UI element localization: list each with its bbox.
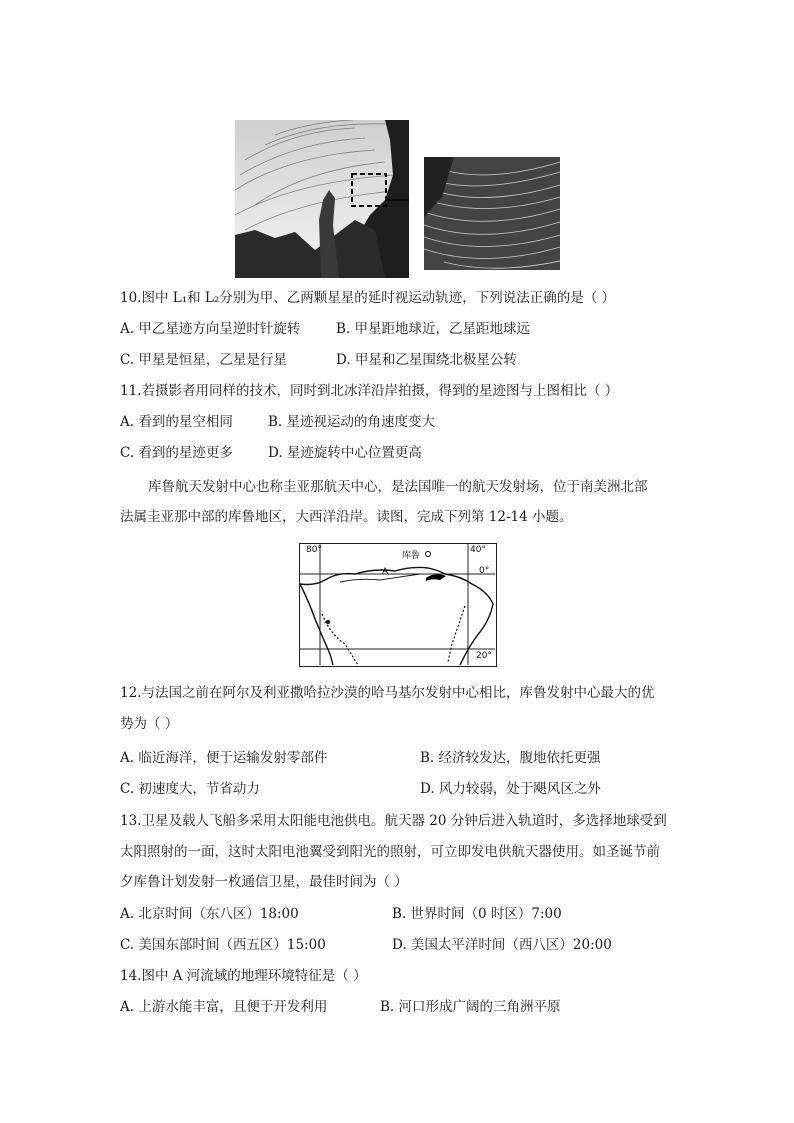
- q11-option-d[interactable]: D. 星迹旋转中心位置更高: [268, 445, 422, 461]
- star-trail-zoom-photo: [424, 157, 560, 270]
- q14-option-a[interactable]: A. 上游水能丰富，且便于开发利用: [120, 999, 328, 1015]
- q10-option-a[interactable]: A. 甲乙星迹方向呈逆时针旋转: [120, 321, 301, 337]
- q13-option-a[interactable]: A. 北京时间（东八区）18:00: [120, 906, 299, 922]
- passage-line-2: 法属圭亚那中部的库鲁地区，大西洋沿岸。读图，完成下列第 12-14 小题。: [120, 509, 573, 525]
- q14-option-b[interactable]: B. 河口形成广阔的三角洲平原: [380, 999, 561, 1015]
- q13-option-c[interactable]: C. 美国东部时间（西五区）15:00: [120, 937, 326, 953]
- q13-option-b[interactable]: B. 世界时间（0 时区）7:00: [392, 906, 562, 922]
- q12-option-c[interactable]: C. 初速度大，节省动力: [120, 781, 260, 797]
- map-label-kourou: 库鲁: [402, 551, 421, 561]
- q10-option-d[interactable]: D. 甲星和乙星围绕北极星公转: [336, 352, 517, 368]
- q12-option-b[interactable]: B. 经济较发达，腹地依托更强: [420, 750, 601, 766]
- map-label-0: 0°: [479, 566, 490, 576]
- south-america-map: [299, 543, 497, 667]
- map-label-a: A: [382, 567, 389, 577]
- q13-stem-line-3: 夕库鲁计划发射一枚通信卫星，最佳时间为（ ）: [120, 874, 408, 890]
- q13-option-d[interactable]: D. 美国太平洋时间（西八区）20:00: [392, 937, 612, 953]
- q12-option-d[interactable]: D. 风力较弱，处于飓风区之外: [420, 781, 601, 797]
- q14-stem: 14.图中 A 河流域的地理环境特征是（ ）: [120, 968, 367, 984]
- map-label-40: 40°: [470, 545, 486, 555]
- q11-option-a[interactable]: A. 看到的星空相同: [120, 414, 233, 430]
- map-label-20: 20°: [476, 651, 492, 661]
- q12-stem-line-2: 势为（ ）: [120, 716, 179, 732]
- q10-option-c[interactable]: C. 甲星是恒星，乙星是行星: [120, 352, 287, 368]
- q11-stem: 11.若摄影者用同样的技术，同时到北冰洋沿岸拍摄，得到的星迹图与上图相比（ ）: [120, 383, 619, 399]
- q10-stem: 10.图中 L₁和 L₂分别为甲、乙两颗星星的延时视运动轨迹，下列说法正确的是（ ）: [120, 290, 616, 306]
- q10-option-b[interactable]: B. 甲星距地球近，乙星距地球远: [336, 321, 531, 337]
- passage-line-1: 库鲁航天发射中心也称圭亚那航天中心，是法国唯一的航天发射场，位于南美洲北部: [148, 479, 648, 495]
- q11-option-c[interactable]: C. 看到的星迹更多: [120, 445, 233, 461]
- q13-stem-line-1: 13.卫星及载人飞船多采用太阳能电池供电。航天器 20 分钟后进入轨道时，多选择地球受到: [120, 813, 667, 829]
- q13-stem-line-2: 太阳照射的一面，这时太阳电池翼受到阳光的照射，可立即发电供航天器使用。如圣诞节前: [120, 844, 660, 860]
- q12-option-a[interactable]: A. 临近海洋，便于运输发射零部件: [120, 750, 328, 766]
- q12-stem-line-1: 12.与法国之前在阿尔及利亚撒哈拉沙漠的哈马基尔发射中心相比，库鲁发射中心最大的优: [120, 685, 655, 701]
- star-trail-photo: [235, 120, 409, 278]
- q11-option-b[interactable]: B. 星迹视运动的角速度变大: [268, 414, 436, 430]
- map-label-80: 80°: [306, 545, 322, 555]
